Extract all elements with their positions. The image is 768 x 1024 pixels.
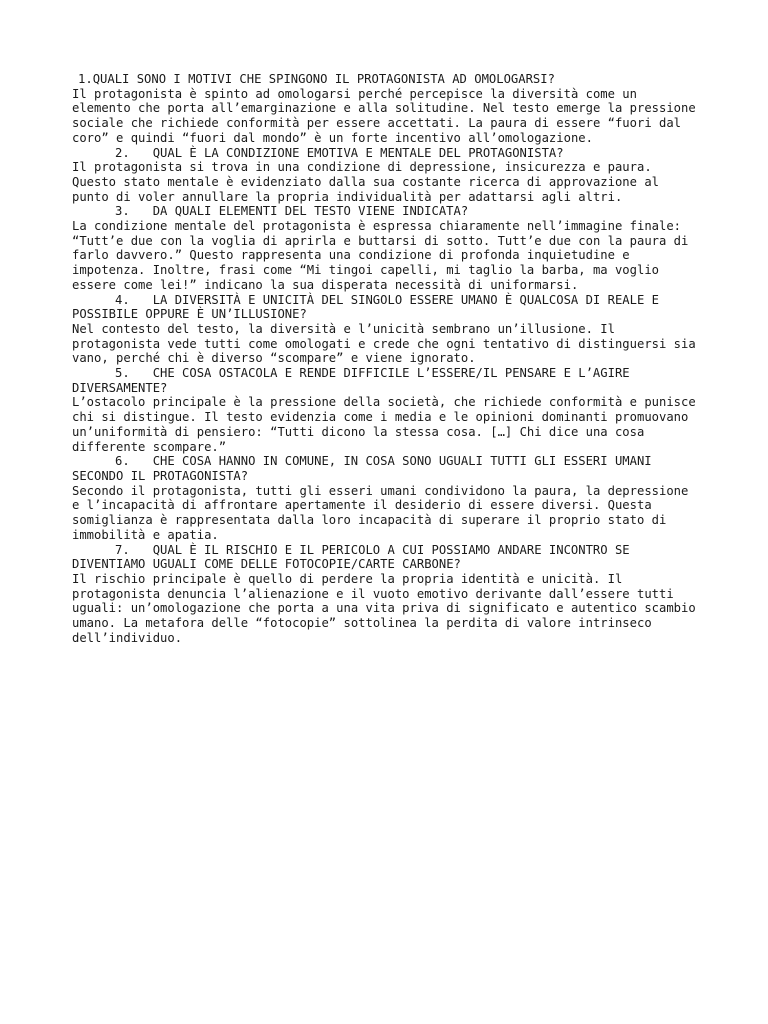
question-text: QUALI SONO I MOTIVI CHE SPINGONO IL PROTAGONISTA AD OMOLOGARSI? [92, 72, 555, 86]
question-number: 6. [115, 454, 130, 469]
question-text: DA QUALI ELEMENTI DEL TESTO VIENE INDICATA? [152, 204, 469, 219]
question-number: 3. [115, 204, 130, 219]
qa-item-6 [72, 454, 702, 542]
answer-paragraph: Il rischio principale è quello di perdere la propria identità e unicità. Il protagonista denuncia l’alienazione e il vuoto emotivo derivante dall’essere tutti uguali: un’omologazione che porta a una vita priva di significato e autentico scambio umano. La metafora delle “fotocopie” sottolinea la perdita di valore intrinseco dell’individuo. [72, 571, 704, 645]
question-number: 1. [78, 72, 93, 86]
question-heading [72, 366, 702, 395]
qa-item-5 [72, 366, 702, 454]
qa-item-7 [72, 543, 702, 646]
question-text: QUAL È IL RISCHIO E IL PERICOLO A CUI POSSIAMO ANDARE INCONTRO SE DIVENTIAMO UGUALI COME DELLE FOTOCOPIE/CARTE CARBONE? [72, 542, 637, 572]
question-text: QUAL È LA CONDIZIONE EMOTIVA E MENTALE DEL PROTAGONISTA? [152, 145, 564, 160]
qa-item-2 [72, 146, 702, 205]
question-heading [72, 293, 702, 322]
question-heading [72, 72, 702, 87]
answer-paragraph: Il protagonista si trova in una condizione di depressione, insicurezza e paura. Questo stato mentale è evidenziato dalla sua costante ricerca di approvazione al punto di voler annullare la propria individualità per adattarsi agli altri. [72, 160, 667, 204]
question-heading [72, 543, 702, 572]
question-number: 5. [115, 366, 130, 381]
question-number: 2. [115, 145, 130, 160]
question-text: CHE COSA OSTACOLA E RENDE DIFFICILE L’ESSERE/IL PENSARE E L’AGIRE DIVERSAMENTE? [72, 366, 637, 395]
answer-paragraph: Nel contesto del testo, la diversità e l’unicità sembrano un’illusione. Il protagonista vede tutti come omologati e crede che ogni tentativo di distinguersi sia vano, perché chi è diverso “scompare” e viene ignorato. [72, 321, 704, 366]
document-page [72, 72, 702, 645]
question-heading [72, 204, 702, 219]
answer-paragraph: Il protagonista è spinto ad omologarsi perché percepisce la diversità come un elemento che porta all’emarginazione e alla solitudine. Nel testo emerge la pressione sociale che richiede conformità per essere accettati. La paura di essere “fuori dal coro” e quindi “fuori dal mondo” è un forte incentivo all’omologazione. [72, 86, 704, 145]
question-text: CHE COSA HANNO IN COMUNE, IN COSA SONO UGUALI TUTTI GLI ESSERI UMANI SECONDO IL PROTAGONISTA? [72, 454, 659, 483]
question-number: 7. [115, 542, 130, 557]
question-heading [72, 146, 702, 161]
answer-paragraph: Secondo il protagonista, tutti gli esseri umani condividono la paura, la depressione e l’incapacità di affrontare apertamente il desiderio di essere diversi. Questa somiglianza è rappresentata dalla loro incapacità di superare il proprio stato di immobilità e apatia. [72, 483, 696, 542]
qa-item-1 [72, 72, 702, 146]
question-text: LA DIVERSITÀ E UNICITÀ DEL SINGOLO ESSERE UMANO È QUALCOSA DI REALE E POSSIBILE OPPURE È UN’ILLUSIONE? [72, 292, 667, 322]
qa-item-4 [72, 293, 702, 367]
answer-paragraph: La condizione mentale del protagonista è espressa chiaramente nell’immagine finale: “Tutt’e due con la voglia di aprirla e buttarsi di sotto. Tutt’e due con la paura di farlo davvero.” Questo rappresenta una condizione di profonda inquietudine e impotenza. Inoltre, frasi come “Mi tingoi capelli, mi taglio la barba, ma voglio essere come lei!” indicano la sua disperata necessità di uniformarsi. [72, 219, 696, 292]
question-heading [72, 454, 702, 483]
question-number: 4. [115, 292, 130, 307]
qa-item-3 [72, 204, 702, 292]
answer-paragraph: L’ostacolo principale è la pressione della società, che richiede conformità e punisce chi si distingue. Il testo evidenzia come i media e le opinioni dominanti promuovano un’uniformità di pensiero: “Tutti dicono la stessa cosa. […] Chi dice una cosa differente scompare.” [72, 395, 704, 454]
